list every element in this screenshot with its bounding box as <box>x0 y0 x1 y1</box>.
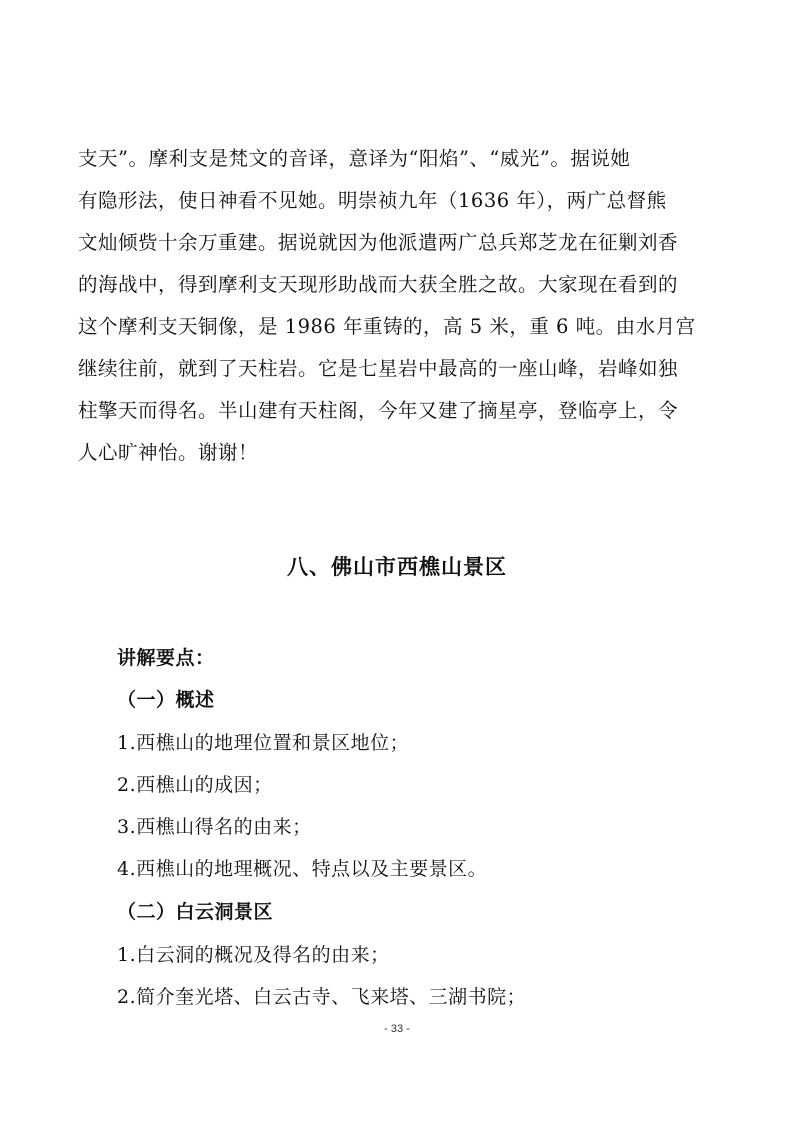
paragraph-line: 柱擎天而得名。半山建有天柱阁，今年又建了摘星亭，登临亭上，令 <box>78 399 679 422</box>
paragraph-line: 继续往前，就到了天柱岩。它是七星岩中最高的一座山峰，岩峰如独 <box>78 357 679 380</box>
paragraph-line: 文灿倾赀十余万重建。据说就因为他派遣两广总兵郑芝龙在征剿刘香 <box>78 231 679 254</box>
section-heading: 八、佛山市西樵山景区 <box>287 555 507 579</box>
paragraph-line: 这个摩利支天铜像，是 1986 年重铸的，高 5 米，重 6 吨。由水月宫 <box>78 315 696 338</box>
outline-item: 2.简介奎光塔、白云古寺、飞来塔、三湖书院； <box>117 986 527 1008</box>
outline-heading: 讲解要点： <box>117 647 215 669</box>
outline-item: 1.西樵山的地理位置和景区地位； <box>117 732 410 754</box>
paragraph-line: 人心旷神怡。谢谢！ <box>78 441 259 464</box>
outline-subheading: （一）概述 <box>117 689 215 711</box>
paragraph-line: 的海战中，得到摩利支天现形助战而大获全胜之故。大家现在看到的 <box>78 273 679 296</box>
outline-item: 4.西樵山的地理概况、特点以及主要景区。 <box>117 858 488 880</box>
paragraph-line: 支天”。摩利支是梵文的音译，意译为“阳焰”、“威光”。据说她 <box>78 147 631 170</box>
paragraph-line: 有隐形法，使日神看不见她。明崇祯九年（1636 年），两广总督熊 <box>78 189 667 212</box>
outline-item: 2.西樵山的成因； <box>117 774 273 796</box>
outline-item: 3.西樵山得名的由来； <box>117 816 312 838</box>
outline-subheading: （二）白云洞景区 <box>117 901 274 923</box>
outline-item: 1.白云洞的概况及得名的由来； <box>117 944 390 966</box>
page-number: - 33 - <box>384 1023 410 1035</box>
